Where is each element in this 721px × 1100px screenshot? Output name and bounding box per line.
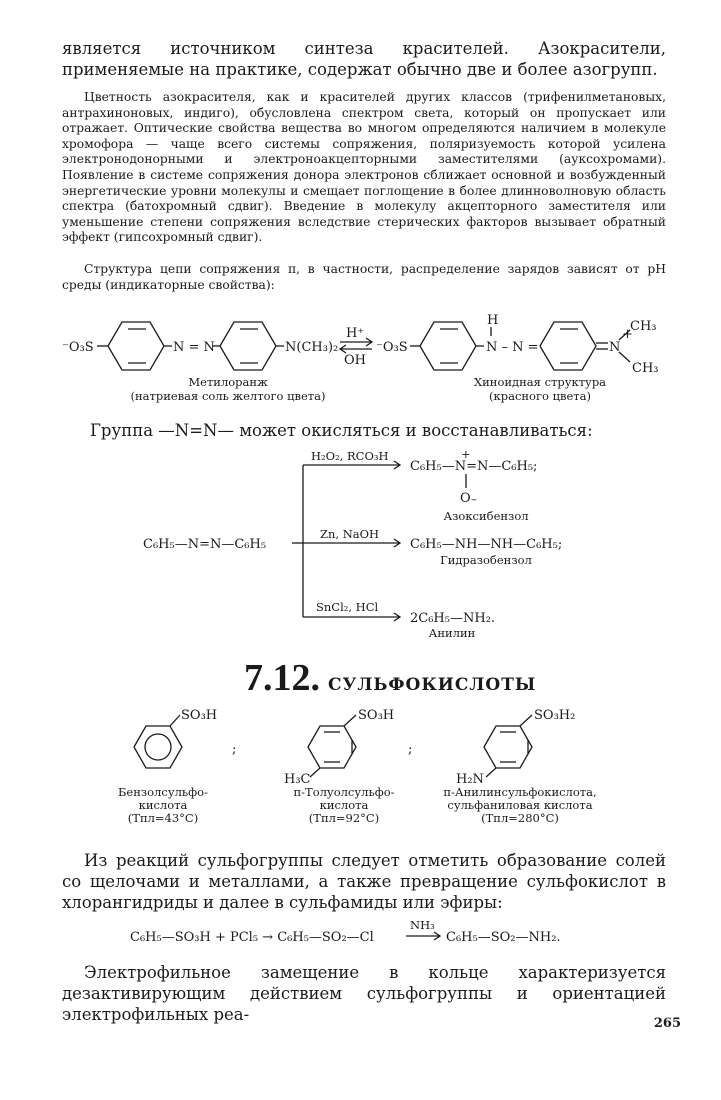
proton-label: H⁺ xyxy=(346,326,365,341)
equation-right: C₆H₅—SO₂—NH₂. xyxy=(446,930,561,945)
aniline-name: Анилин xyxy=(428,626,476,640)
compound-1-group: SO₃H xyxy=(181,708,218,723)
hydrazobenzene-formula: C₆H₅—NH—NH—C₆H₅; xyxy=(410,537,563,552)
azoxybenzene-name: Азоксибензол xyxy=(443,509,529,523)
section-title: СУЛЬФОКИСЛОТЫ xyxy=(328,675,537,695)
reduction-reagent-2: SnCl₂, HCl xyxy=(316,600,379,614)
positive-charge-label: + xyxy=(622,327,633,342)
sulfonyl-equation xyxy=(0,915,721,955)
quinoid-name: Хиноидная структура xyxy=(473,375,607,389)
azo-group-label: N = N xyxy=(173,340,215,355)
hydrazone-chain-label: N – N = xyxy=(486,340,539,355)
compound-2-caption xyxy=(274,786,414,825)
azobenzene-reactant: C₆H₅—N=N—C₆H₅ xyxy=(143,537,267,552)
compound-2-name-cont: кислота xyxy=(319,798,369,812)
paragraph-1: является источником синтеза красителей. Азокрасители, применяемые на практике, содержат обычно две и более азогрупп. xyxy=(62,39,666,79)
section-number: 7.12. xyxy=(244,657,320,699)
methyl-bottom-label: CH₃ xyxy=(632,361,659,376)
compound-3-caption xyxy=(430,786,610,825)
azo-redox-scheme xyxy=(0,445,721,645)
sulfonic-acids-structures xyxy=(0,705,721,795)
compound-2-group: SO₃H xyxy=(358,708,395,723)
nh-hydrogen-label: H xyxy=(487,313,499,328)
azoxybenzene-formula: C₆H₅—N=N—C₆H₅; xyxy=(410,459,538,474)
hydrazobenzene-name: Гидразобензол xyxy=(440,553,532,567)
hydroxide-label: OH xyxy=(344,353,366,368)
paragraph-sulfo-reactions: Из реакций сульфогруппы следует отметить образование солей со щелочами и металлами, а также превращение сульфокислот в хлорангидриды и далее в сульфамиды или эфиры: xyxy=(62,851,666,912)
compound-1-caption xyxy=(98,786,228,825)
paragraph-electrophilic: Электрофильное замещение в кольце характеризуется дезактивирующим действием сульфогруппы и ориентацией электрофильных реа- xyxy=(62,963,666,1024)
equation-left: C₆H₅—SO₃H + PCl₅ → C₆H₅—SO₂—Cl xyxy=(130,930,374,945)
paragraph-azo-redox: Группа —N=N— может окисляться и восстанавливаться: xyxy=(90,421,593,440)
compound-2-substituent: H₃C xyxy=(284,772,311,787)
compound-1-name: Бензолсульфо- xyxy=(117,785,208,799)
compound-2-melting-point: (Tпл=92°C) xyxy=(308,811,380,825)
compound-1-melting-point: (Tпл=43°C) xyxy=(127,811,199,825)
iminium-n-label: N xyxy=(609,340,621,355)
sulfonate-left-label: ⁻O₃S xyxy=(62,340,94,355)
compound-2-name: п-Толуолсульфо- xyxy=(293,785,395,799)
azoxy-oxygen: O xyxy=(460,491,471,506)
azoxy-negative-charge: – xyxy=(471,492,477,506)
oxidation-reagent: H₂O₂, RCO₃H xyxy=(311,449,389,463)
azoxy-positive-charge: + xyxy=(461,447,471,461)
compound-3-substituent: H₂N xyxy=(456,772,484,787)
sulfonate-right-label: ⁻O₃S xyxy=(376,340,408,355)
methyl-top-label: CH₃ xyxy=(630,319,657,334)
compound-3-name-cont: сульфаниловая кислота xyxy=(447,798,593,812)
quinoid-description: (красного цвета) xyxy=(489,389,591,403)
dimethylamino-label: N(CH₃)₂ xyxy=(285,340,339,355)
compound-1-name-cont: кислота xyxy=(138,798,188,812)
section-heading xyxy=(244,656,536,700)
methyl-orange-scheme xyxy=(0,300,721,420)
page-number: 265 xyxy=(653,1016,681,1031)
methyl-orange-description: (натриевая соль желтого цвета) xyxy=(130,389,326,403)
paragraph-color-theory: Цветность азокрасителя, как и красителей других классов (трифенилметановых, антрахиноновых, индиго), обусловлена спектром света, который он пропускает или отражает. Оптические свойства вещества во многом определяются наличием в молекуле хромофора — чаще всего системы сопряжения, поляризуемость которой усилена электронодонорными и электроноакцепторными заместителями (ауксохромами). Появление в системе сопряжения донора электронов сближает основной и возбужденный энергетические уровни молекулы и смещает поглощение в более длинноволновую область спектра (батохромный сдвиг). Введение в молекулу акцепторного заместителя или уменьшение степени сопряжения вследствие стерических факторов вызывает обратный эффект (гипсохромный сдвиг). xyxy=(62,90,666,245)
compound-3-group: SO₃H₂ xyxy=(534,708,576,723)
compound-3-melting-point: (Tпл=280°C) xyxy=(481,811,559,825)
aniline-formula: 2C₆H₅—NH₂. xyxy=(410,611,496,626)
benzenesulfonic-ring xyxy=(134,726,182,768)
separator-2: ; xyxy=(408,742,413,757)
equation-reagent: NH₃ xyxy=(410,918,435,932)
separator-1: ; xyxy=(232,742,237,757)
methyl-orange-name: Метилоранж xyxy=(188,375,268,389)
reduction-reagent-1: Zn, NaOH xyxy=(320,527,380,541)
compound-3-name: п-Анилинсульфокислота, xyxy=(443,785,597,799)
paragraph-conjugation: Структура цепи сопряжения π, в частности, распределение зарядов зависят от pH среды (индикаторные свойства): xyxy=(62,262,666,292)
